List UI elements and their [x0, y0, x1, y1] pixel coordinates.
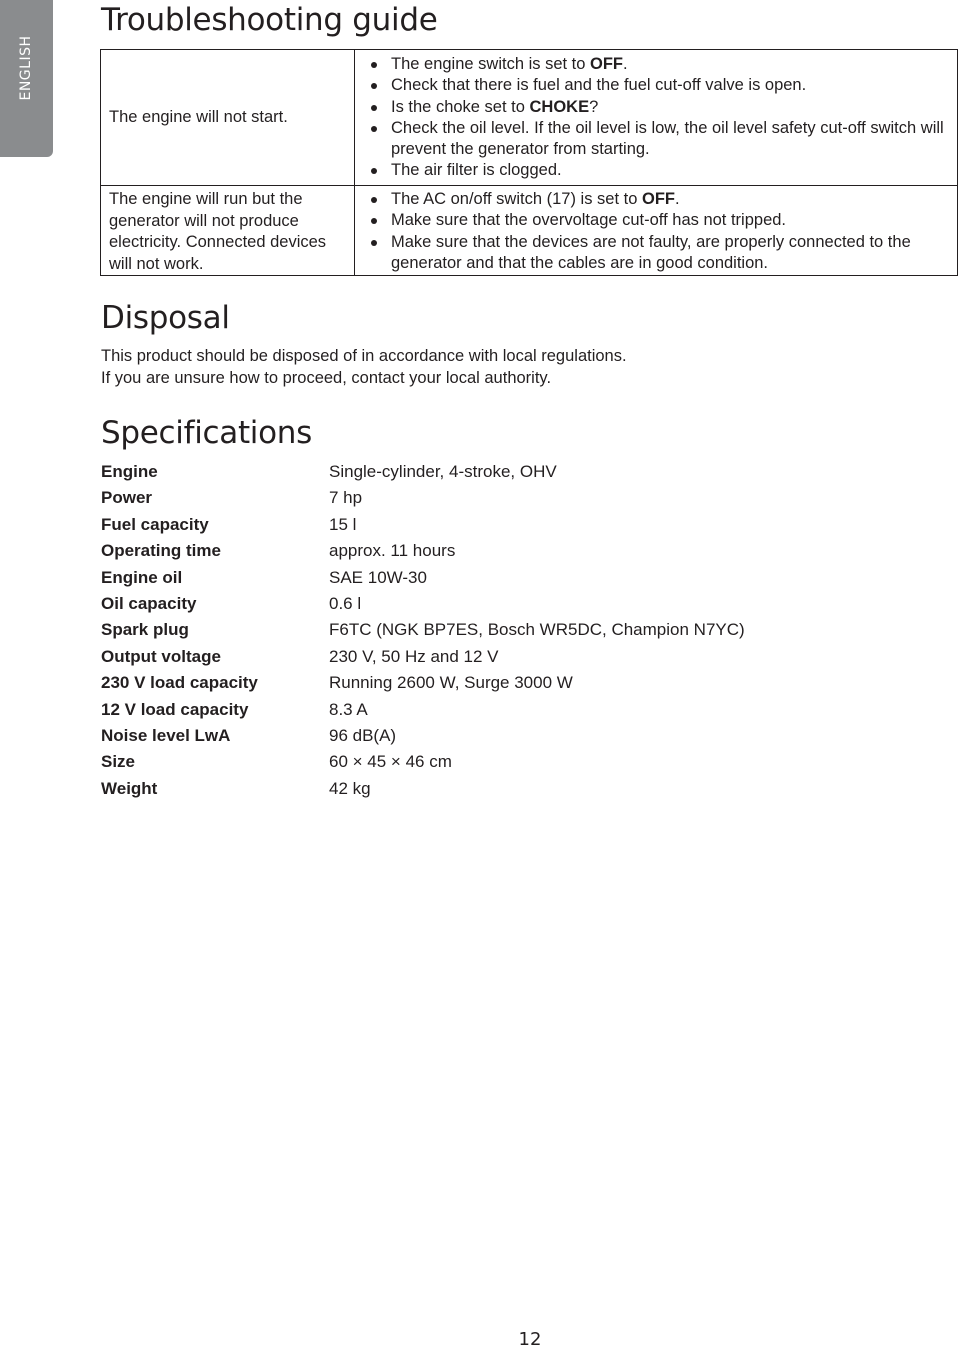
problem-no-electricity: The engine will run but the generator will not produce electricity. Connected devices will not work.: [109, 190, 327, 273]
troubleshooting-title: Troubleshooting guide: [101, 2, 438, 38]
spec-label: Engine oil: [101, 567, 183, 587]
language-tab-label: ENGLISH: [18, 35, 34, 101]
spec-label: Spark plug: [101, 620, 189, 640]
spec-value: Running 2600 W, Surge 3000 W: [329, 673, 573, 693]
spec-row: [101, 697, 861, 723]
bullet-icon: [371, 218, 377, 224]
spec-row: [101, 670, 861, 696]
remedies-engine-no-start: [369, 54, 954, 182]
spec-value: 230 V, 50 Hz and 12 V: [329, 646, 499, 666]
spec-value: 42 kg: [329, 778, 371, 798]
spec-label: Fuel capacity: [101, 514, 209, 534]
bullet-icon: [371, 105, 377, 111]
remedies-no-electricity: [369, 189, 954, 274]
remedy-item: Make sure that the devices are not faulty, are properly connected to the generator and that the cables are in good condition.: [369, 232, 954, 275]
spec-row: [101, 485, 861, 511]
spec-row: [101, 512, 861, 538]
spec-label: Oil capacity: [101, 593, 197, 613]
problem-engine-no-start: The engine will not start.: [109, 108, 288, 126]
spec-label: Size: [101, 752, 136, 772]
remedy-item: Make sure that the overvoltage cut-off has not tripped.: [369, 210, 954, 231]
bullet-icon: [371, 62, 377, 68]
spec-label: 12 V load capacity: [101, 699, 249, 719]
language-tab: [0, 0, 53, 157]
bullet-icon: [371, 83, 377, 89]
bullet-icon: [371, 168, 377, 174]
spec-label: 230 V load capacity: [101, 673, 258, 693]
page-number: 12: [518, 1329, 542, 1350]
remedy-item: Check that there is fuel and the fuel cut-off valve is open.: [369, 75, 954, 96]
spec-row: [101, 591, 861, 617]
specifications-title: Specifications: [101, 415, 312, 451]
table-column-divider: [354, 50, 355, 275]
remedy-item: The AC on/off switch (17) is set to OFF.: [369, 189, 954, 210]
spec-row: [101, 565, 861, 591]
remedy-item: Check the oil level. If the oil level is low, the oil level safety cut-off switch will prevent the generator from starting.: [369, 118, 954, 161]
disposal-text-2: If you are unsure how to proceed, contact your local authority.: [101, 369, 552, 387]
spec-value: 15 l: [329, 514, 357, 534]
specifications-table: [101, 459, 861, 802]
spec-label: Engine: [101, 462, 158, 481]
spec-row: [101, 538, 861, 564]
spec-row: [101, 749, 861, 775]
spec-label: Noise level LwA: [101, 725, 231, 745]
spec-label: Weight: [101, 778, 158, 798]
spec-value: 8.3 A: [329, 699, 368, 719]
disposal-text-1: This product should be disposed of in accordance with local regulations.: [101, 347, 627, 365]
bullet-icon: [371, 197, 377, 203]
bullet-icon: [371, 240, 377, 246]
spec-value: SAE 10W-30: [329, 567, 427, 587]
spec-value: 0.6 l: [329, 593, 362, 613]
remedy-item: The air filter is clogged.: [369, 160, 954, 181]
spec-label: Output voltage: [101, 646, 221, 666]
spec-row: [101, 776, 861, 802]
spec-value: 96 dB(A): [329, 725, 397, 745]
spec-label: Operating time: [101, 541, 221, 561]
disposal-title: Disposal: [101, 300, 230, 336]
spec-value: 60 × 45 × 46 cm: [329, 752, 452, 772]
spec-row: [101, 617, 861, 643]
remedy-item: The engine switch is set to OFF.: [369, 54, 954, 75]
table-row-divider: [101, 185, 957, 186]
spec-row: [101, 644, 861, 670]
spec-value: 7 hp: [329, 488, 363, 508]
spec-row: [101, 723, 861, 749]
troubleshooting-table: [100, 49, 958, 276]
spec-label: Power: [101, 488, 153, 508]
spec-row: [101, 459, 861, 485]
bullet-icon: [371, 126, 377, 132]
remedy-item: Is the choke set to CHOKE?: [369, 97, 954, 118]
spec-value: Single-cylinder, 4-stroke, OHV: [329, 462, 557, 481]
spec-value: approx. 11 hours: [329, 541, 456, 561]
spec-value: F6TC (NGK BP7ES, Bosch WR5DC, Champion N7YC): [329, 620, 745, 640]
